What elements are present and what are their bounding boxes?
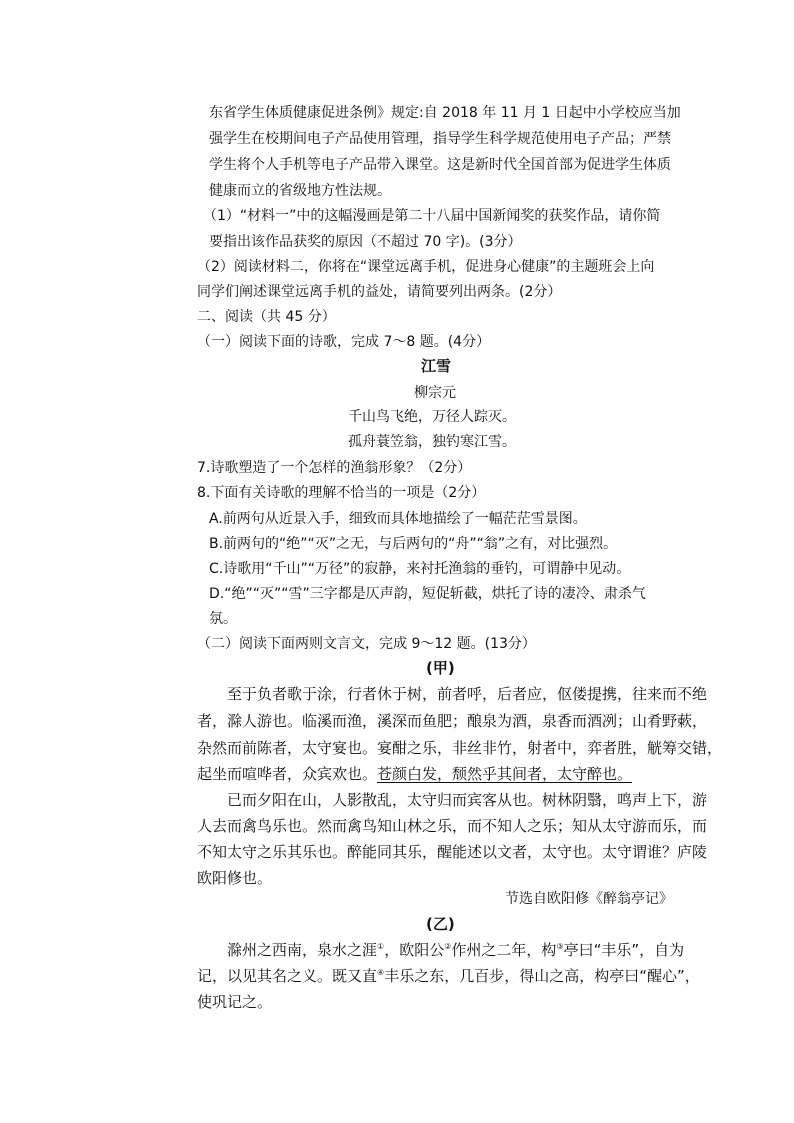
poem-title: 江雪: [421, 357, 452, 375]
jia-paragraph-line: 人去而禽鸟乐也。然而禽鸟知山林之乐，而不知人之乐；知从太守游而乐，而: [197, 817, 708, 835]
jia-paragraph-line: 不知太守之乐其乐也。醉能同其乐，醒能述以文者，太守也。太守谓谁？庐陵: [197, 843, 708, 861]
intro-line: 东省学生体质健康促进条例》规定:自 2018 年 11 月 1 日起中小学校应当加: [209, 105, 681, 121]
question-7: 7.诗歌塑造了一个怎样的渔翁形象？（2分）: [197, 460, 472, 476]
intro-line: 强学生在校期间电子产品使用管理，指导学生科学规范使用电子产品；严禁: [209, 131, 671, 147]
jia-paragraph-line: 杂然而前陈者，太守宴也。宴酣之乐，非丝非竹，射者中，弈者胜，觥筹交错，: [197, 739, 723, 757]
option-d-continued: 氛。: [209, 611, 237, 627]
question-1-line: （1）“材料一”中的这幅漫画是第二十八届中国新闻奖的获奖作品，请你简: [203, 208, 661, 224]
text-jia-heading: (甲): [426, 659, 455, 677]
intro-line: 健康而立的省级地方性法规。: [209, 183, 391, 199]
poem-line: 千山鸟飞绝，万径人踪灭。: [348, 409, 516, 425]
poem-line: 孤舟蓑笠翁，独钓寒江雪。: [348, 434, 516, 450]
intro-line: 学生将个人手机等电子产品带入课堂。这是新时代全国首部为促进学生体质: [209, 157, 671, 173]
question-8: 8.下面有关诗歌的理解不恰当的一项是（2分）: [197, 485, 486, 501]
option-b: B.前两句的“绝”“灭”之无，与后两句的“舟”“翁”之有，对比强烈。: [209, 536, 618, 552]
question-2-line: 同学们阐述课堂远离手机的益处，请简要列出两条。(2分）: [197, 284, 562, 300]
jia-paragraph-line: 欧阳修也。: [197, 869, 273, 887]
yi-text: 丰乐之东，几百步，得山之高，构亭曰“醒心”，: [384, 967, 700, 985]
footnote-marker: ①: [377, 942, 385, 951]
option-a: A.前两句从近景入手，细致而具体地描绘了一幅茫茫雪景图。: [209, 511, 587, 527]
section-heading: 二、阅读（共 45 分）: [197, 309, 336, 325]
question-2-line: （2）阅读材料二，你将在“课堂远离手机，促进身心健康”的主题班会上向: [197, 259, 655, 275]
jia-paragraph-line: 已而夕阳在山，人影散乱，太守归而宾客从也。树林阴翳，鸣声上下，游: [227, 791, 708, 809]
jia-paragraph-line: 者，滁人游也。临溪而渔，溪深而鱼肥；酿泉为酒，泉香而酒冽；山肴野蔌，: [197, 712, 708, 730]
yi-text: 亭曰“丰乐”，自为: [563, 941, 685, 959]
yi-paragraph-line: [227, 940, 684, 960]
jia-paragraph-line: 至于负者歌于涂，行者休于树，前者呼，后者应，伛偻提携，往来而不绝: [227, 685, 708, 703]
yi-text: 作州之二年，构: [451, 941, 557, 959]
yi-text: 滁州之西南，泉水之涯: [227, 941, 378, 959]
source-citation: 节选自欧阳修《醉翁亭记》: [505, 891, 673, 907]
footnote-marker: ②: [444, 942, 452, 951]
underlined-sentence: 苍颜白发，颓然乎其间者，太守醉也。: [377, 765, 633, 783]
poem-author: 柳宗元: [414, 385, 456, 401]
jia-paragraph-line: [197, 764, 632, 784]
option-c: C.诗歌用“千山”“万径”的寂静，来衬托渔翁的垂钓，可谓静中见动。: [209, 561, 631, 577]
yi-paragraph-line: 使巩记之。: [197, 993, 273, 1011]
jia-plain-text: 起坐而喧哗者，众宾欢也。: [197, 765, 378, 783]
option-d: D.“绝”“灭”“雪”三字都是仄声韵，短促斩截，烘托了诗的凄冷、肃杀气: [209, 586, 646, 602]
yi-text: ，欧阳公: [384, 941, 445, 959]
question-1-line: 要指出该作品获奖的原因（不超过 70 字)。(3分）: [209, 234, 522, 250]
footnote-marker: ④: [377, 968, 385, 977]
footnote-marker: ③: [556, 942, 564, 951]
part-2-heading: （二）阅读下面两则文言文，完成 9～12 题。(13分）: [197, 636, 536, 652]
part-1-heading: （一）阅读下面的诗歌，完成 7～8 题。(4分）: [197, 334, 491, 350]
yi-paragraph-line: [197, 966, 700, 986]
yi-text: 记，以见其名之义。既又直: [197, 967, 378, 985]
text-yi-heading: (乙): [426, 915, 455, 933]
